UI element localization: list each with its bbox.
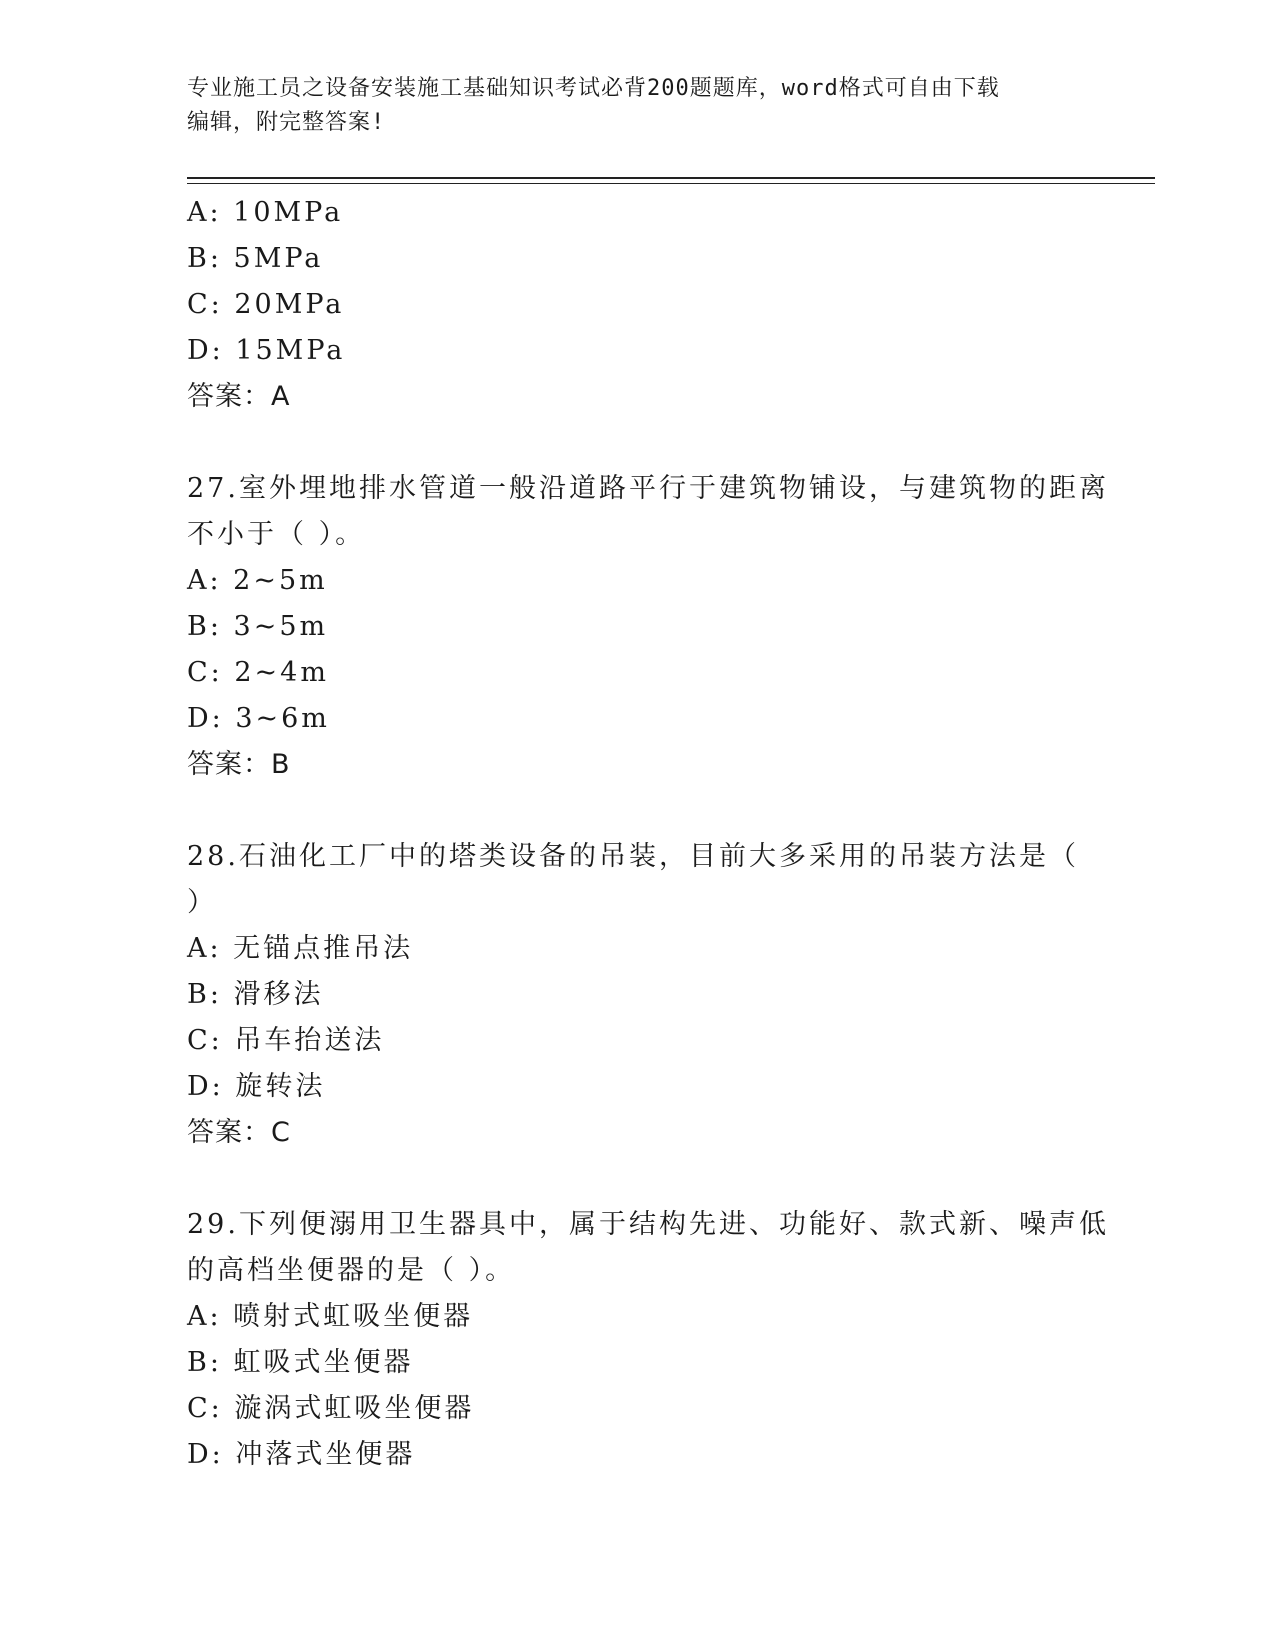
- question-stem-cont: 的高档坐便器的是（ ）。: [187, 1255, 516, 1286]
- question-list: [187, 190, 1109, 1478]
- answer: 答案：C: [187, 1117, 291, 1148]
- question-stem: 27.室外埋地排水管道一般沿道路平行于建筑物铺设，与建筑物的距离: [187, 473, 1109, 504]
- option-d: D: 3~6m: [187, 703, 330, 734]
- header-title-line1: 专业施工员之设备安装施工基础知识考试必背200题题库，word格式可自由下载: [187, 76, 1000, 101]
- option-a: A: 喷射式虹吸坐便器: [187, 1301, 474, 1332]
- question-27: [187, 466, 1109, 788]
- header-title-line2: 编辑，附完整答案!: [187, 110, 386, 135]
- question-stem: 28.石油化工厂中的塔类设备的吊装，目前大多采用的吊装方法是（: [187, 841, 1079, 872]
- option-c: C: 吊车抬送法: [187, 1025, 385, 1056]
- option-d: D: 旋转法: [187, 1071, 326, 1102]
- answer: 答案：A: [187, 381, 291, 412]
- option-d: D: 15MPa: [187, 335, 346, 366]
- question-stem-cont: 不小于（ ）。: [187, 519, 366, 550]
- document-header: [187, 72, 1087, 140]
- answer: 答案：B: [187, 749, 291, 780]
- header-divider-thin: [187, 183, 1155, 184]
- option-a: A: 无锚点推吊法: [187, 933, 414, 964]
- header-divider-thick: [187, 177, 1155, 179]
- question-29: [187, 1202, 1109, 1478]
- question-stem-cont: ）: [187, 887, 217, 918]
- option-b: B: 3~5m: [187, 611, 329, 642]
- option-a: A: 2~5m: [187, 565, 328, 596]
- option-a: A: 10MPa: [187, 197, 344, 228]
- option-b: B: 滑移法: [187, 979, 324, 1010]
- option-c: C: 2~4m: [187, 657, 329, 688]
- question-26-continued: [187, 190, 1087, 420]
- option-d: D: 冲落式坐便器: [187, 1439, 416, 1470]
- option-c: C: 漩涡式虹吸坐便器: [187, 1393, 475, 1424]
- question-28: [187, 834, 1087, 1156]
- option-b: B: 5MPa: [187, 243, 324, 274]
- question-stem: 29.下列便溺用卫生器具中，属于结构先进、功能好、款式新、噪声低: [187, 1209, 1109, 1240]
- option-b: B: 虹吸式坐便器: [187, 1347, 414, 1378]
- option-c: C: 20MPa: [187, 289, 345, 320]
